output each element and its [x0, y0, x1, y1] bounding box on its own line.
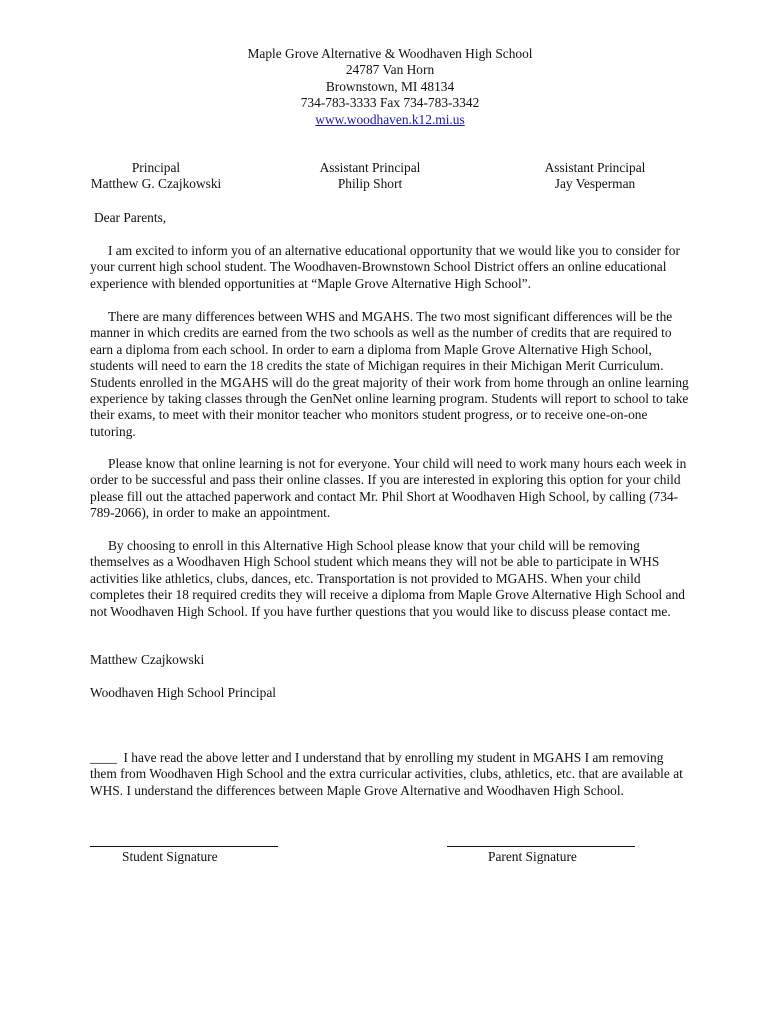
parent-signature-line[interactable]: [447, 846, 635, 847]
street-address: 24787 Van Horn: [345, 62, 435, 78]
website-link[interactable]: www.woodhaven.k12.mi.us: [315, 111, 465, 127]
assistant-principal-block-2: [525, 160, 665, 193]
signer-title: Woodhaven High School Principal: [90, 685, 276, 700]
letter-paragraph-2: [90, 309, 692, 440]
paragraph-text: By choosing to enroll in this Alternative High School please know that your child will be removing themselves as a Woodhaven High School student which means they will not be able to participate in WHS activities like athletics, clubs, dances, etc. Transportation is not provided to MGAHS. When your child completes their 18 required credits they will receive a diploma from Maple Grove Alternative High School and not Woodhaven High School. If you have further questions that you would like to discuss please contact me.: [90, 538, 685, 619]
letter-paragraph-1: [90, 243, 692, 292]
paragraph-text: There are many differences between WHS and MGAHS. The two most significant differences will be the manner in which credits are earned from the two schools as well as the number of credits that are required to earn a diploma from each school. In order to earn a diploma from Maple Grove Alternative High School, students will need to earn the 18 credits the state of Michigan requires in their Michigan Merit Curriculum. Students enrolled in the MGAHS will do the great majority of their work from home through an online learning experience by taking classes through the GenNet online learning program. Students will report to school to take their exams, to meet with their monitor teacher who monitors student progress, or to receive one-on-one tutoring.: [90, 309, 689, 439]
principal-title: Principal: [131, 160, 181, 175]
assistant-principal-name-2: Jay Vesperman: [554, 176, 636, 192]
school-name: Maple Grove Alternative & Woodhaven High School: [247, 46, 533, 61]
student-signature-line[interactable]: [90, 846, 278, 847]
signer-name: Matthew Czajkowski: [90, 652, 205, 667]
letter-paragraph-3: [90, 456, 692, 522]
principal-block: [86, 160, 226, 193]
acknowledgement-text: I have read the above letter and I understand that by enrolling my student in MGAHS I am removing them from Woodhaven High School and the extra curricular activities, clubs, athletics, etc. that are available at WHS. I understand the differences between Maple Grove Alternative and Woodhaven High School.: [90, 750, 683, 798]
acknowledgement-initial-blank[interactable]: ____: [90, 750, 117, 765]
assistant-principal-name-1: Philip Short: [337, 176, 403, 192]
paragraph-text: Please know that online learning is not for everyone. Your child will need to work many hours each week in order to be successful and pass their online classes. If you are interested in exploring this option for your child please fill out the attached paperwork and contact Mr. Phil Short at Woodhaven High School, by calling (734-789-2066), in order to make an appointment.: [90, 456, 687, 521]
parent-signature-label: Parent Signature: [488, 849, 577, 864]
salutation: Dear Parents,: [94, 210, 167, 225]
letterhead: [0, 46, 770, 128]
phone-fax: 734-783-3333 Fax 734-783-3342: [300, 95, 480, 111]
principal-name: Matthew G. Czajkowski: [90, 176, 222, 192]
letter-paragraph-4: [90, 538, 692, 620]
assistant-principal-block-1: [300, 160, 440, 193]
city-state-zip: Brownstown, MI 48134: [325, 78, 455, 94]
assistant-principal-title-1: Assistant Principal: [319, 160, 421, 175]
assistant-principal-title-2: Assistant Principal: [544, 160, 646, 175]
paragraph-text: I am excited to inform you of an alternative educational opportunity that we would like you to consider for your current high school student. The Woodhaven-Brownstown School District offers an online educational experience with blended opportunities at “Maple Grove Alternative High School”.: [90, 243, 680, 291]
student-signature-label: Student Signature: [122, 849, 218, 864]
acknowledgement: [90, 750, 692, 799]
